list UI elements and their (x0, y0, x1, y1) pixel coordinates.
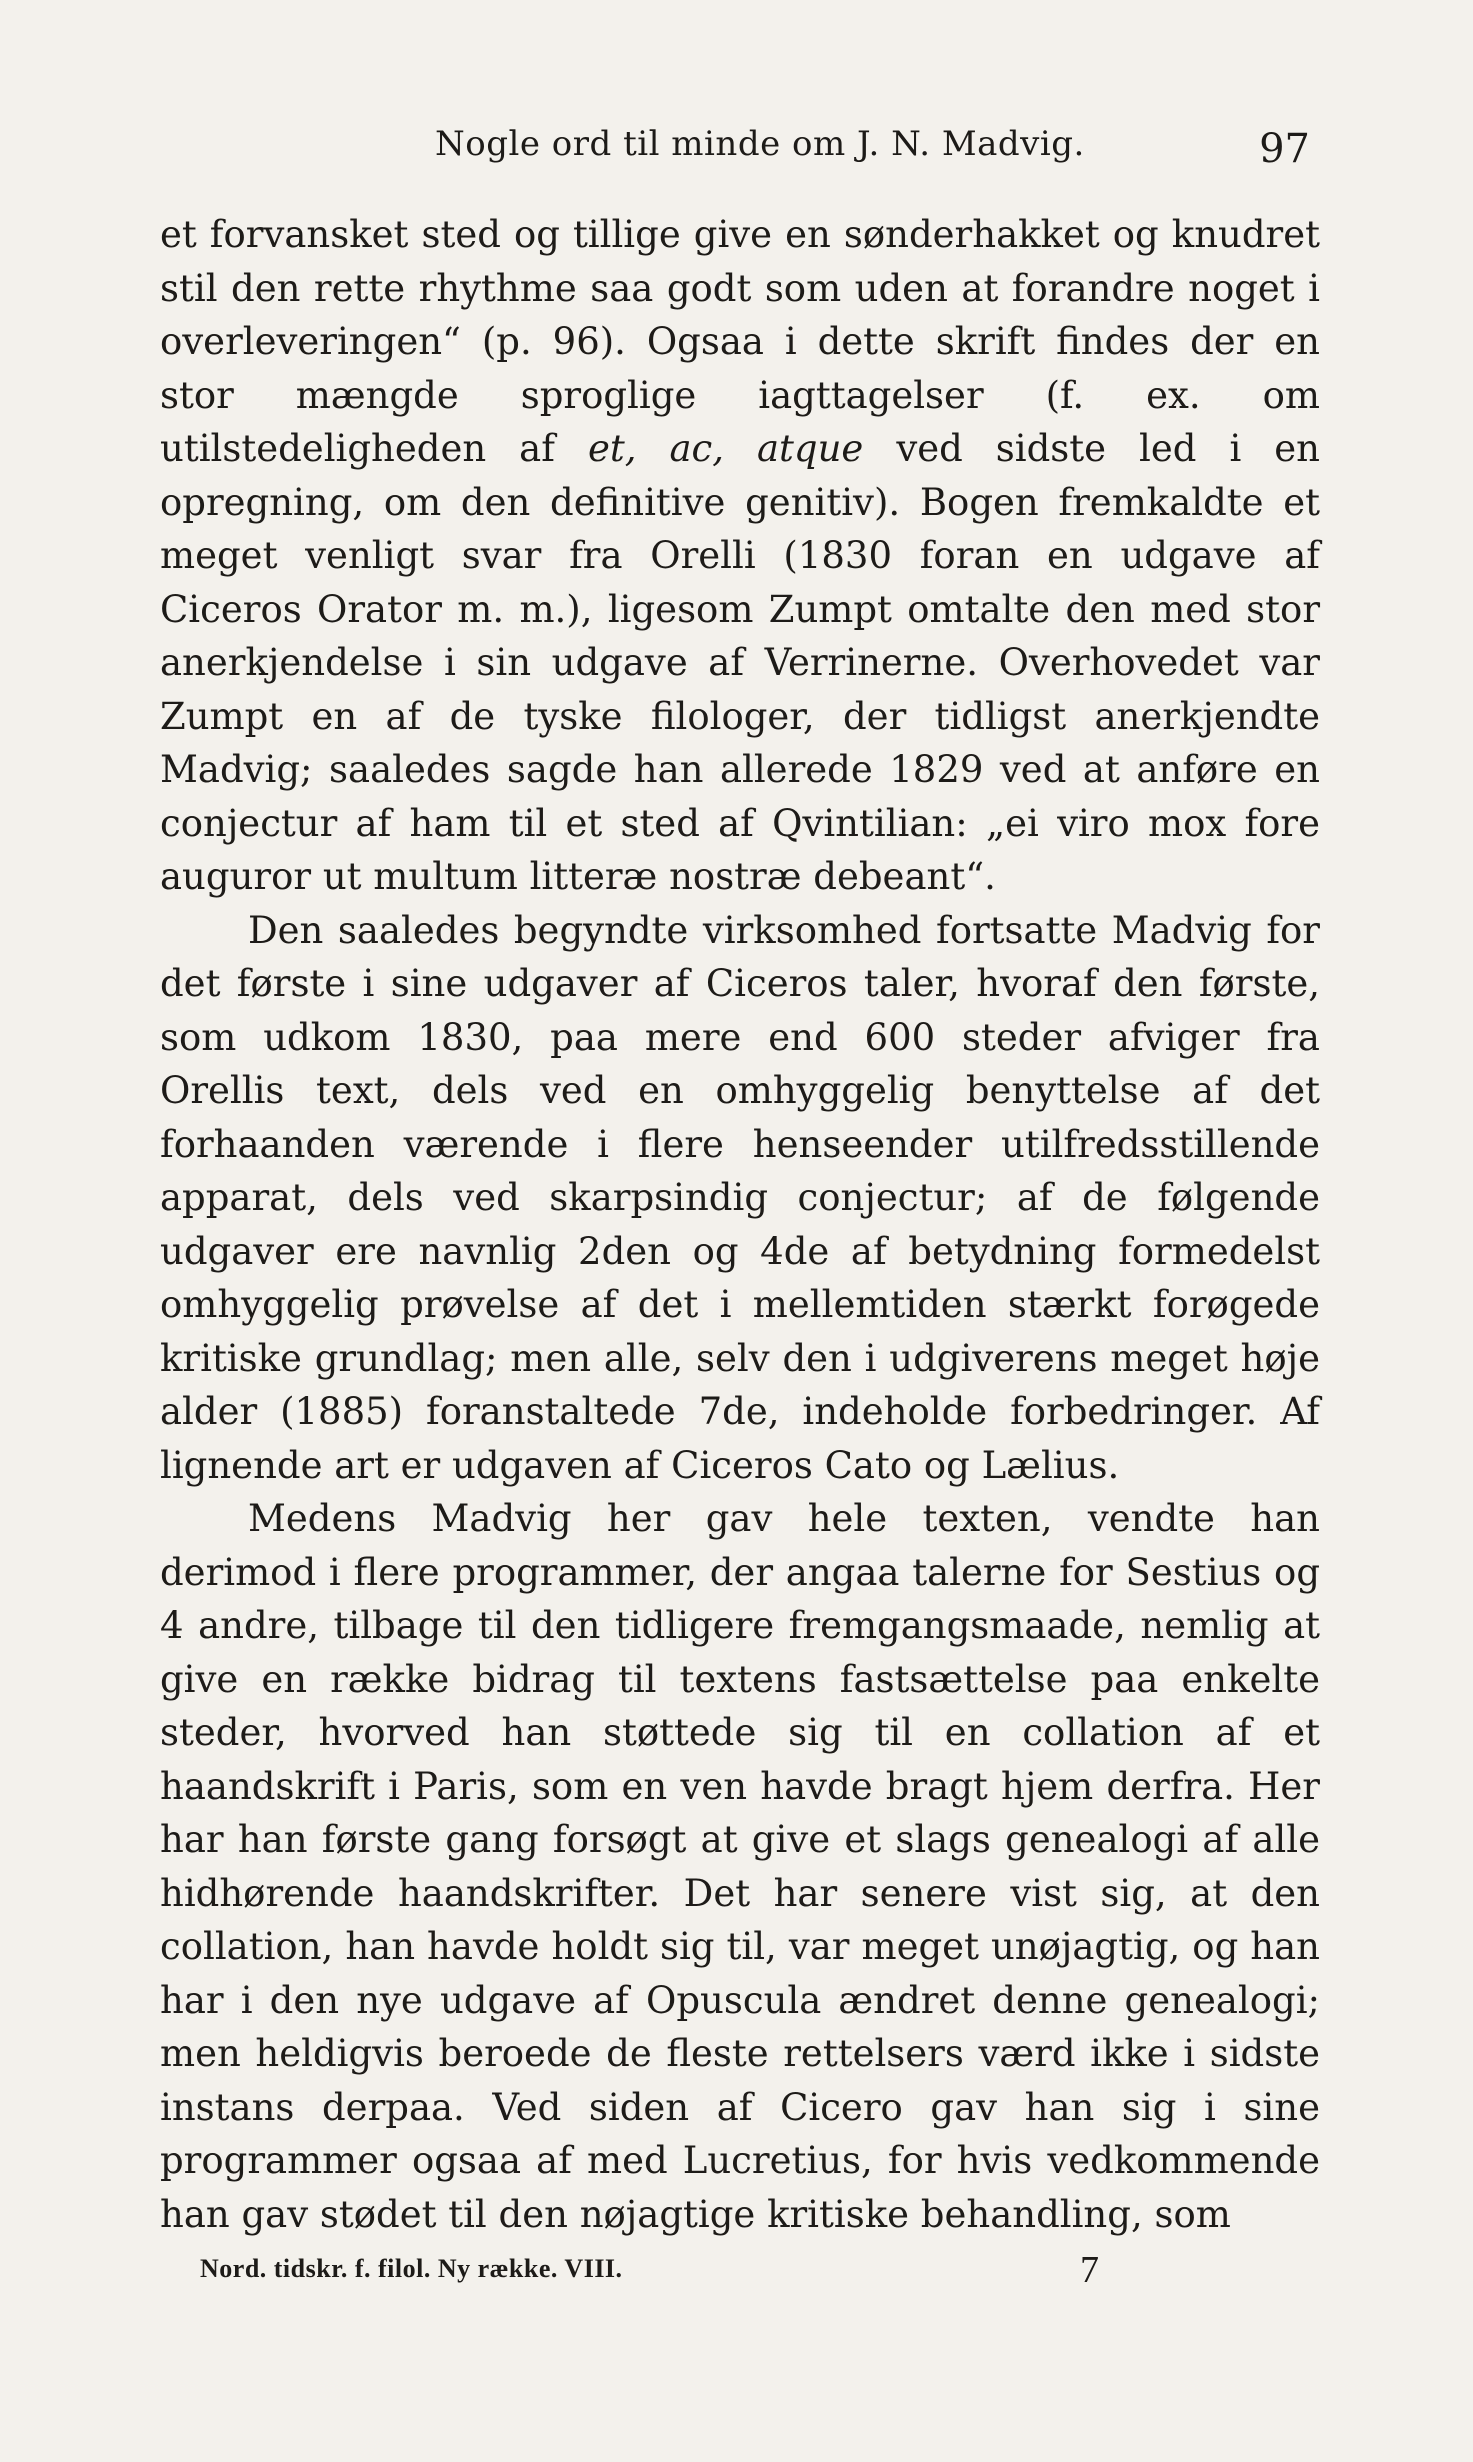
body-text (160, 208, 1320, 2241)
page-number: 97 (1259, 126, 1310, 172)
text-run: et forvansket sted og tillige give en sønderhakket og knudret stil den rette rhythme saa godt som uden at forandre noget i overleveringen“ (p. 96). Ogsaa i dette skrift findes der en stor mængde sproglige iagttagelser (f. ex. om utilstedeligheden af (160, 213, 1320, 470)
text-run: Den saaledes begyndte virksomhed fortsatte Madvig for det første i sine udgaver af Ciceros taler, hvoraf den første, som udkom 1830, paa mere end 600 steder afviger fra Orellis text, dels ved en omhyggelig benyttelse af det forhaanden værende i flere henseender utilfredsstillende apparat, dels ved skarpsindig conjectur; af de følgende udgaver ere navnlig 2den og 4de af betydning formedelst omhyggelig prøvelse af det i mellemtiden stærkt forøgede kritiske grundlag; men alle, selv den i udgiverens meget høje alder (1885) foranstaltede 7de, indeholde forbedringer. Af lignende art er udgaven af Ciceros Cato og Lælius. (160, 908, 1320, 1487)
italic-text: et, ac, atque (587, 427, 864, 470)
paragraph (160, 904, 1320, 1493)
running-title: Nogle ord til minde om J. N. Madvig. (435, 124, 1085, 164)
text-run: Medens Madvig her gav hele texten, vendte han derimod i flere programmer, der angaa talerne for Sestius og 4 andre, tilbage til den tidligere fremgangsmaade, nemlig at give en række bidrag til textens fastsættelse paa enkelte steder, hvorved han støttede sig til en collation af et haandskrift i Paris, som en ven havde bragt hjem derfra. Her har han første gang forsøgt at give et slags genealogi af alle hidhørende haandskrifter. Det har senere vist sig, at den collation, han havde holdt sig til, var meget unøjagtig, og han har i den nye udgave af Opuscula ændret denne genealogi; men heldigvis beroede de fleste rettelsers værd ikke i sidste instans derpaa. Ved siden af Cicero gav han sig i sine programmer ogsaa af med Lucretius, for hvis vedkommende han gav stødet til den nøjagtige kritiske behandling, som (160, 1497, 1320, 2236)
page-footer (200, 2249, 1200, 2304)
paragraph (160, 1492, 1320, 2241)
running-head (160, 118, 1320, 178)
text-run: ved sidste led i en opregning, om den definitive genitiv). Bogen fremkaldte et meget venligt svar fra Orelli (1830 foran en udgave af Ciceros Orator m. m.), ligesom Zumpt omtalte den med stor anerkjendelse i sin udgave af Verrinerne. Overhovedet var Zumpt en af de tyske filologer, der tidligst anerkjendte Madvig; saaledes sagde han allerede 1829 ved at anføre en conjectur af ham til et sted af Qvintilian: „ei viro mox fore auguror ut multum litteræ nostræ debeant“. (160, 427, 1320, 898)
journal-citation: Nord. tidskr. f. filol. Ny række. VIII. (200, 2254, 623, 2283)
signature-mark: 7 (1080, 2249, 1099, 2291)
paragraph (160, 208, 1320, 904)
